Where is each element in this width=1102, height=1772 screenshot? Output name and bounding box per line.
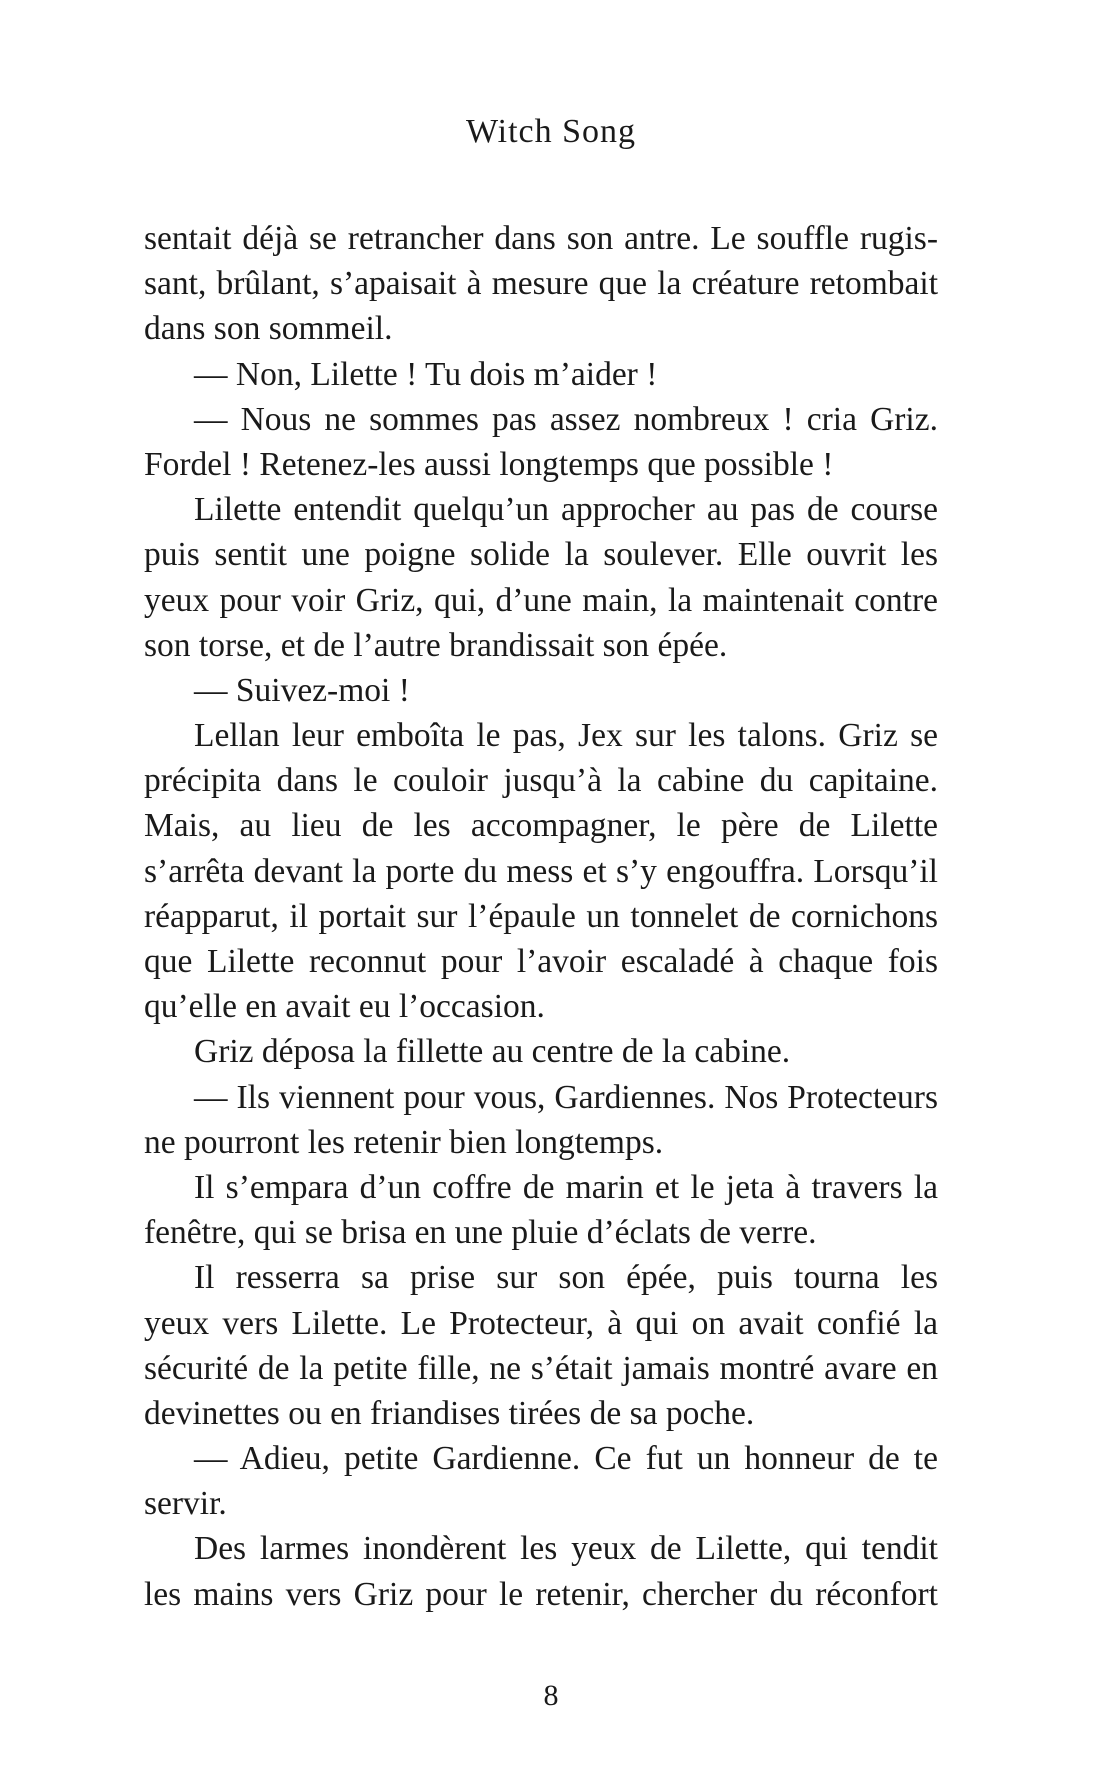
text-line: Il s’empara d’un coffre de marin et le jeta à travers la: [194, 1168, 938, 1206]
text-line: sentait déjà se retrancher dans son antre. Le souffle rugis-: [144, 220, 938, 257]
text-line: yeux vers Lilette. Le Protecteur, à qui on avait confié la: [144, 1304, 938, 1342]
text-line: précipita dans le couloir jusqu’à la cabine du capitaine.: [144, 762, 938, 800]
text-line: s’arrêta devant la porte du mess et s’y engouffra. Lorsqu’il: [144, 852, 938, 890]
text-line: puis sentit une poigne solide la soulever. Elle ouvrit les: [144, 536, 938, 574]
text-line: sécurité de la petite fille, ne s’était jamais montré avare en: [144, 1349, 938, 1387]
text-line: devinettes ou en friandises tirées de sa poche.: [144, 1394, 755, 1432]
text-line: Griz déposa la fillette au centre de la cabine.: [194, 1033, 791, 1071]
text-line: sant, brûlant, s’apaisait à mesure que la créature retombait: [144, 265, 938, 303]
text-line: ne pourront les retenir bien longtemps.: [144, 1123, 664, 1161]
text-line: Il resserra sa prise sur son épée, puis tourna les: [194, 1259, 938, 1297]
body-text: [144, 216, 938, 1617]
text-line: Lilette entendit quelqu’un approcher au pas de course: [194, 491, 938, 529]
text-line: qu’elle en avait eu l’occasion.: [144, 988, 545, 1026]
text-line: que Lilette reconnut pour l’avoir escaladé à chaque fois: [144, 943, 938, 980]
text-line: les mains vers Griz pour le retenir, chercher du réconfort: [144, 1575, 938, 1613]
text-line: — Ils viennent pour vous, Gardiennes. Nos Protecteurs: [194, 1078, 938, 1116]
text-line: Mais, au lieu de les accompagner, le père de Lilette: [144, 807, 938, 845]
text-line: fenêtre, qui se brisa en une pluie d’éclats de verre.: [144, 1214, 817, 1252]
text-line: — Non, Lilette ! Tu dois m’aider !: [194, 355, 658, 393]
text-line: — Nous ne sommes pas assez nombreux ! cria Griz.: [194, 400, 938, 438]
text-line: — Adieu, petite Gardienne. Ce fut un honneur de te: [194, 1440, 938, 1478]
text-line: réapparut, il portait sur l’épaule un tonnelet de cornichons: [144, 897, 938, 935]
running-header: Witch Song: [465, 113, 637, 150]
text-line: Lellan leur emboîta le pas, Jex sur les talons. Griz se: [194, 717, 938, 755]
text-line: Fordel ! Retenez-les aussi longtemps que possible !: [144, 445, 834, 483]
text-line: dans son sommeil.: [144, 310, 393, 348]
text-line: — Suivez-moi !: [194, 671, 410, 709]
page-number: 8: [543, 1679, 559, 1712]
text-line: servir.: [144, 1485, 227, 1523]
text-line: Des larmes inondèrent les yeux de Lilette, qui tendit: [194, 1530, 938, 1568]
text-line: son torse, et de l’autre brandissait son épée.: [144, 626, 728, 664]
text-line: yeux pour voir Griz, qui, d’une main, la maintenait contre: [144, 581, 938, 619]
